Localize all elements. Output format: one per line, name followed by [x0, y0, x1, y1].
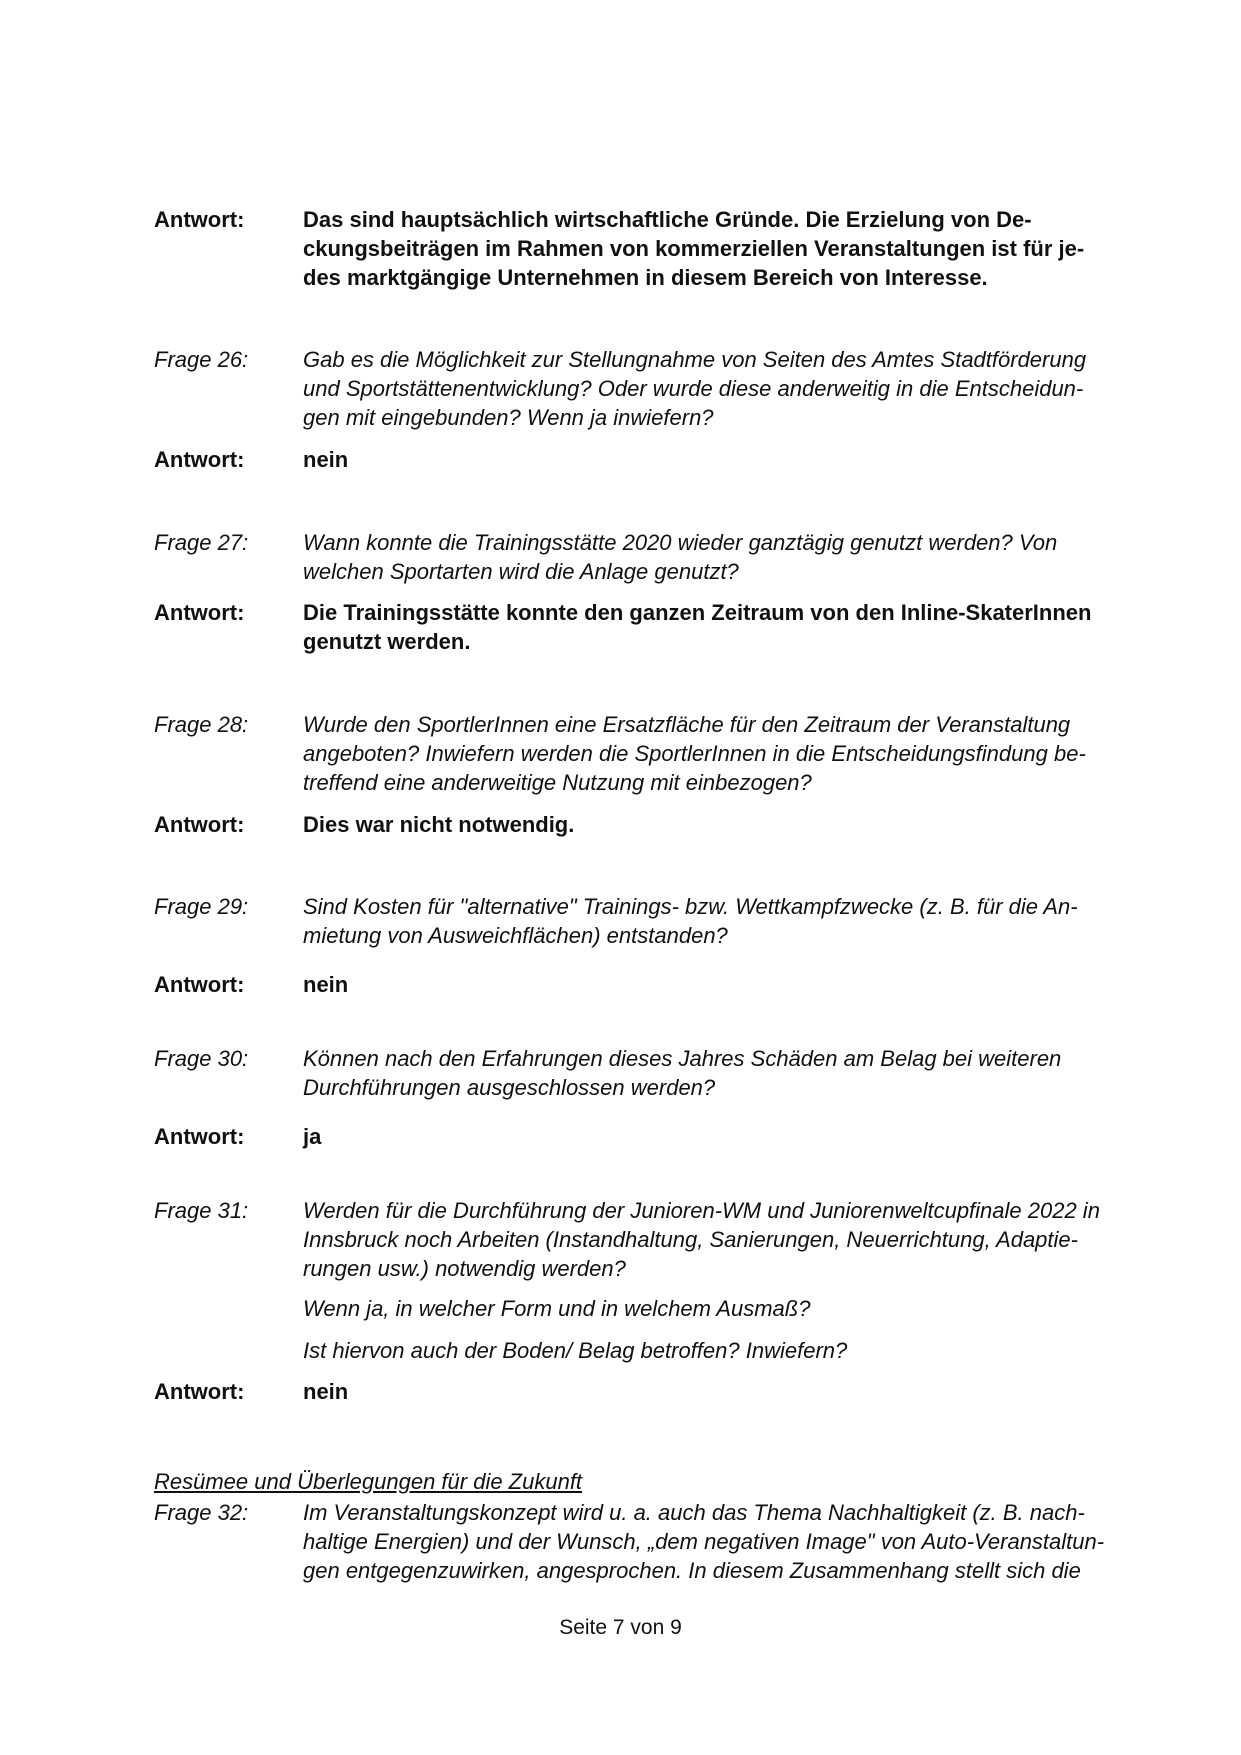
section-heading: Resümee und Überlegungen für die Zukunft [154, 1469, 583, 1494]
question-label: Frage 32: [154, 1500, 249, 1525]
answer-text [303, 810, 1143, 839]
text-line: ja [303, 1124, 322, 1149]
page-footer: Seite 7 von 9 [559, 1616, 682, 1639]
question-text [303, 345, 1143, 432]
answer-label: Antwort: [154, 1124, 245, 1149]
answer-label: Antwort: [154, 207, 245, 232]
text-line: Durchführungen ausgeschlossen werden? [303, 1075, 716, 1100]
question-label: Frage 26: [154, 347, 249, 372]
question-label: Frage 30: [154, 1046, 249, 1071]
text-line: Das sind hauptsächlich wirtschaftliche Gründe. Die Erzielung von De- [303, 207, 1032, 232]
text-line: Können nach den Erfahrungen dieses Jahres Schäden am Belag bei weiteren [303, 1046, 1062, 1071]
question-text [303, 710, 1143, 797]
text-line: rungen usw.) notwendig werden? [303, 1256, 626, 1281]
answer-label: Antwort: [154, 1379, 245, 1404]
text-line: gen mit eingebunden? Wenn ja inwiefern? [303, 405, 714, 430]
answer-text [303, 1377, 1143, 1406]
question-text [303, 1196, 1143, 1283]
text-line: Wurde den SportlerInnen eine Ersatzfläche für den Zeitraum der Veranstaltung [303, 712, 1071, 737]
question-label: Frage 27: [154, 530, 249, 555]
text-line: nein [303, 447, 349, 472]
answer-text [303, 970, 1143, 999]
question-label: Frage 29: [154, 894, 249, 919]
text-line: Innsbruck noch Arbeiten (Instandhaltung, Sanierungen, Neuerrichtung, Adaptie- [303, 1227, 1078, 1252]
answer-text [303, 445, 1143, 474]
text-line: gen entgegenzuwirken, angesprochen. In diesem Zusammenhang stellt sich die [303, 1558, 1081, 1583]
text-line: ckungsbeiträgen im Rahmen von kommerziellen Veranstaltungen ist für je- [303, 236, 1085, 261]
text-line: welchen Sportarten wird die Anlage genutzt? [303, 559, 739, 584]
text-line: haltige Energien) und der Wunsch, „dem negativen Image" von Auto-Veranstaltun- [303, 1529, 1105, 1554]
answer-text [303, 598, 1143, 656]
text-line: Ist hiervon auch der Boden/ Belag betroffen? Inwiefern? [303, 1338, 848, 1363]
question-text [303, 528, 1143, 586]
text-line: des marktgängige Unternehmen in diesem Bereich von Interesse. [303, 265, 988, 290]
text-line: genutzt werden. [303, 629, 471, 654]
text-line: mietung von Ausweichflächen) entstanden? [303, 923, 728, 948]
answer-label: Antwort: [154, 972, 245, 997]
text-line: treffend eine anderweitige Nutzung mit einbezogen? [303, 770, 812, 795]
text-line: und Sportstättenentwicklung? Oder wurde diese anderweitig in die Entscheidun- [303, 376, 1084, 401]
text-line: nein [303, 972, 349, 997]
text-line: Wann konnte die Trainingsstätte 2020 wieder ganztägig genutzt werden? Von [303, 530, 1058, 555]
answer-text [303, 205, 1143, 292]
text-line: Dies war nicht notwendig. [303, 812, 575, 837]
answer-text [303, 1122, 1143, 1151]
question-text [303, 1498, 1143, 1585]
question-label: Frage 28: [154, 712, 249, 737]
question-text [303, 892, 1143, 950]
question-text [303, 1294, 1143, 1323]
text-line: Die Trainingsstätte konnte den ganzen Zeitraum von den Inline-SkaterInnen [303, 600, 1092, 625]
question-label: Frage 31: [154, 1198, 249, 1223]
text-line: Gab es die Möglichkeit zur Stellungnahme von Seiten des Amtes Stadtförderung [303, 347, 1087, 372]
text-line: nein [303, 1379, 349, 1404]
question-text [303, 1336, 1143, 1365]
text-line: Werden für die Durchführung der Junioren-WM und Juniorenweltcupfinale 2022 in [303, 1198, 1100, 1223]
text-line: Im Veranstaltungskonzept wird u. a. auch das Thema Nachhaltigkeit (z. B. nach- [303, 1500, 1085, 1525]
answer-label: Antwort: [154, 600, 245, 625]
question-text [303, 1044, 1143, 1102]
answer-label: Antwort: [154, 812, 245, 837]
text-line: Wenn ja, in welcher Form und in welchem Ausmaß? [303, 1296, 811, 1321]
text-line: Sind Kosten für "alternative" Trainings- bzw. Wettkampfzwecke (z. B. für die An- [303, 894, 1078, 919]
text-line: angeboten? Inwiefern werden die SportlerInnen in die Entscheidungsfindung be- [303, 741, 1086, 766]
answer-label: Antwort: [154, 447, 245, 472]
